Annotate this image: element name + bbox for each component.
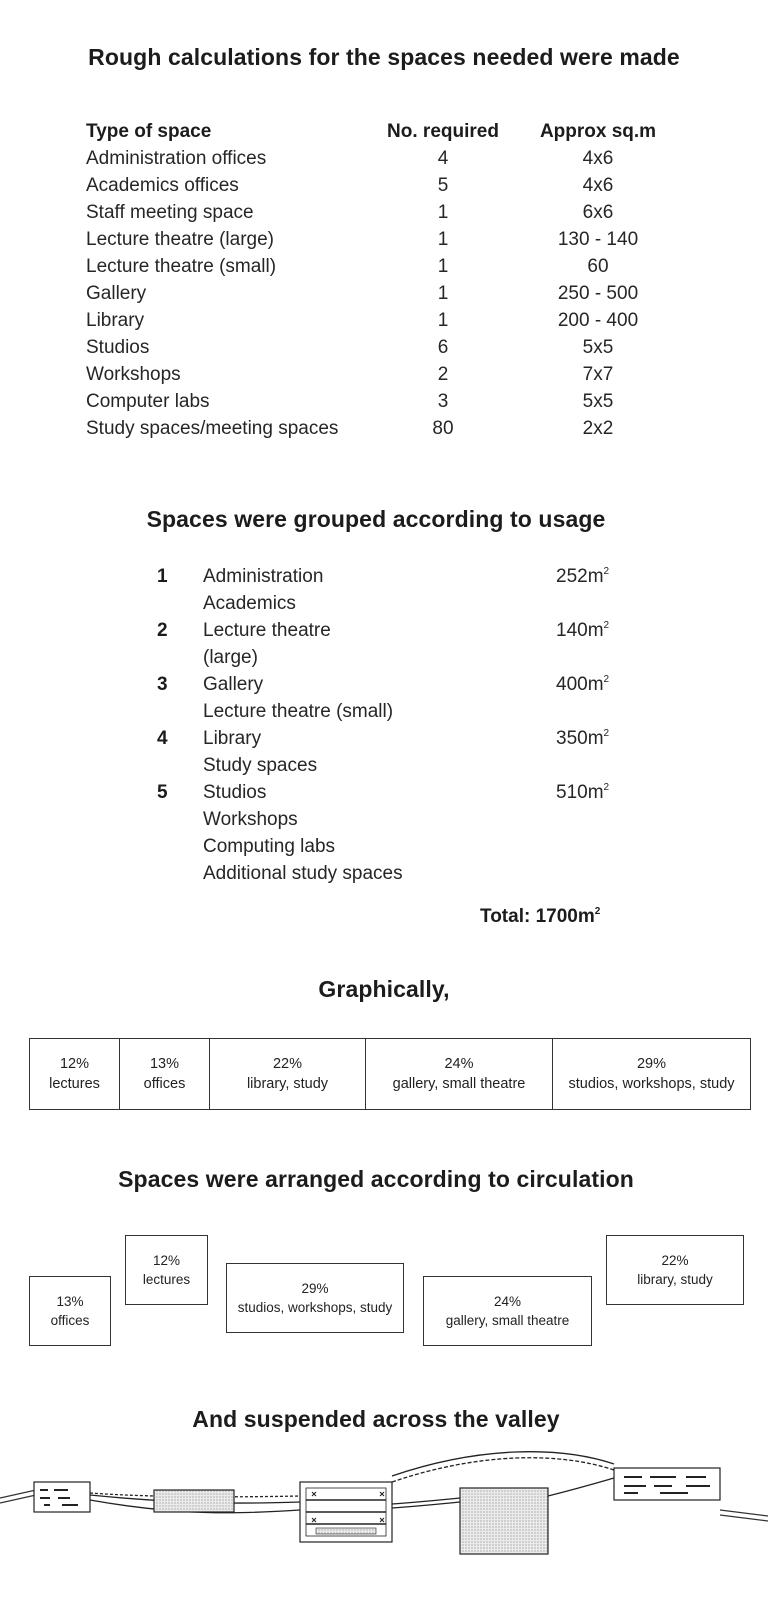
valley-bridge-drawing	[0, 1448, 768, 1600]
segment-label: offices	[143, 1076, 186, 1092]
group-number: 5	[157, 782, 168, 803]
circulation-box-offices	[29, 1276, 111, 1346]
space-type: Study spaces/meeting spaces	[86, 418, 339, 439]
circulation-heading: Spaces were arranged according to circulation	[118, 1166, 634, 1192]
bridge-module-gallery	[460, 1488, 548, 1554]
space-type: Academics offices	[86, 175, 239, 196]
circulation-box-studios-workshops-study	[226, 1263, 404, 1333]
space-area: 200 - 400	[557, 310, 639, 331]
segment-label: gallery, small theatre	[392, 1076, 526, 1092]
segment-label: library, study	[246, 1076, 329, 1092]
space-count: 5	[437, 175, 449, 196]
segment-label: lectures	[49, 1076, 100, 1092]
group-space-label: Administration	[203, 566, 324, 587]
group-space-label: Computing labs	[203, 836, 336, 857]
table-row	[86, 280, 672, 307]
segment-percent: 29%	[636, 1056, 667, 1072]
box-percent: 12%	[152, 1253, 181, 1268]
group-space-label: Academics	[203, 593, 296, 614]
calculations-heading: Rough calculations for the spaces needed were made	[88, 44, 680, 70]
group-number: 1	[157, 566, 168, 587]
group-spaces	[203, 779, 403, 887]
header-approx-area: Approx sq.m	[539, 121, 657, 142]
group-number: 3	[157, 674, 168, 695]
space-count: 2	[437, 364, 449, 385]
proportion-bar	[29, 1038, 751, 1110]
segment-label: studios, workshops, study	[568, 1076, 735, 1092]
space-count: 1	[437, 202, 449, 223]
table-row	[86, 226, 672, 253]
box-label: lectures	[142, 1272, 191, 1287]
space-area: 5x5	[582, 391, 614, 412]
space-type: Gallery	[86, 283, 147, 304]
segment-percent: 13%	[149, 1056, 180, 1072]
group-spaces	[203, 617, 331, 671]
box-label: studios, workshops, study	[237, 1300, 393, 1315]
box-percent: 24%	[493, 1294, 522, 1309]
space-count: 1	[437, 283, 449, 304]
space-type: Library	[86, 310, 145, 331]
space-area: 6x6	[582, 202, 614, 223]
bar-segment-studios-workshops-study	[553, 1039, 750, 1109]
group-space-label: Library	[203, 728, 262, 749]
circulation-box-lectures	[125, 1235, 208, 1305]
group-spaces	[203, 671, 393, 725]
circulation-box-library-study	[606, 1235, 744, 1305]
table-row	[86, 172, 672, 199]
segment-percent: 12%	[59, 1056, 90, 1072]
space-type: Lecture theatre (small)	[86, 256, 277, 277]
box-percent: 13%	[56, 1294, 84, 1309]
group-space-label: (large)	[203, 647, 258, 668]
group-spaces	[203, 563, 323, 617]
table-row	[86, 388, 672, 415]
bridge-module-offices	[34, 1482, 90, 1512]
group-space-label: Workshops	[203, 809, 298, 830]
group-space-label: Studios	[203, 782, 267, 803]
box-percent: 29%	[301, 1281, 329, 1296]
space-count: 1	[437, 229, 449, 250]
space-count: 4	[437, 148, 449, 169]
area-unit-superscript: 2	[603, 674, 610, 685]
table-row	[86, 361, 672, 388]
header-type-of-space: Type of space	[86, 121, 212, 142]
space-count: 3	[437, 391, 449, 412]
circulation-box-gallery-small-theatre	[423, 1276, 592, 1346]
space-count: 80	[432, 418, 454, 439]
table-row	[86, 199, 672, 226]
group-area: $140m^2$	[556, 620, 610, 641]
space-area: 4x6	[582, 148, 614, 169]
area-unit-superscript: 2	[594, 906, 601, 917]
table-header-row	[86, 118, 672, 145]
space-type: Workshops	[86, 364, 181, 385]
group-spaces	[203, 725, 317, 779]
group-space-label: Lecture theatre (small)	[203, 701, 394, 722]
table-row	[86, 307, 672, 334]
space-area: 4x6	[582, 175, 614, 196]
group-area: $350m^2$	[556, 728, 610, 749]
table-row	[86, 415, 672, 442]
space-count: 6	[437, 337, 449, 358]
space-type: Studios	[86, 337, 150, 358]
space-area: 130 - 140	[557, 229, 639, 250]
bar-segment-offices	[120, 1039, 210, 1109]
grouping-heading: Spaces were grouped according to usage	[146, 506, 606, 532]
segment-percent: 24%	[444, 1056, 474, 1072]
space-type: Administration offices	[86, 148, 267, 169]
group-space-label: Lecture theatre	[203, 620, 331, 641]
area-unit-superscript: 2	[603, 620, 610, 631]
group-area: $510m^2$	[556, 782, 610, 803]
box-label: offices	[50, 1313, 90, 1328]
group-number: 4	[157, 728, 168, 749]
table-row	[86, 334, 672, 361]
graphically-heading: Graphically,	[318, 976, 450, 1002]
suspended-heading: And suspended across the valley	[192, 1406, 560, 1432]
bar-segment-gallery-small-theatre	[366, 1039, 553, 1109]
space-requirements-table	[86, 118, 672, 442]
bar-segment-library-study	[210, 1039, 366, 1109]
space-area: 60	[587, 256, 609, 277]
box-label: gallery, small theatre	[445, 1313, 570, 1328]
space-type: Staff meeting space	[86, 202, 254, 223]
space-area: 2x2	[582, 418, 614, 439]
space-area: 7x7	[582, 364, 614, 385]
area-unit-superscript: 2	[603, 566, 610, 577]
space-area: 5x5	[582, 337, 614, 358]
space-count: 1	[437, 256, 449, 277]
total-area: Total: $1700m^2$	[480, 906, 601, 927]
bridge-module-library	[614, 1468, 720, 1500]
group-space-label: Additional study spaces	[203, 863, 403, 884]
group-area: $252m^2$	[556, 566, 610, 587]
segment-percent: 22%	[272, 1056, 303, 1072]
box-percent: 22%	[661, 1253, 689, 1268]
bar-segment-lectures	[30, 1039, 120, 1109]
header-number-required: No. required	[387, 121, 499, 142]
area-unit-superscript: 2	[603, 728, 610, 739]
space-count: 1	[437, 310, 449, 331]
space-type: Lecture theatre (large)	[86, 229, 274, 250]
group-space-label: Study spaces	[203, 755, 318, 776]
space-type: Computer labs	[86, 391, 210, 412]
table-row	[86, 145, 672, 172]
space-area: 250 - 500	[557, 283, 639, 304]
group-area: $400m^2$	[556, 674, 610, 695]
area-unit-superscript: 2	[603, 782, 610, 793]
table-row	[86, 253, 672, 280]
bridge-module-studios	[300, 1482, 392, 1542]
box-label: library, study	[637, 1272, 713, 1287]
group-space-label: Gallery	[203, 674, 264, 695]
bridge-module-lectures	[154, 1490, 234, 1512]
group-number: 2	[157, 620, 168, 641]
